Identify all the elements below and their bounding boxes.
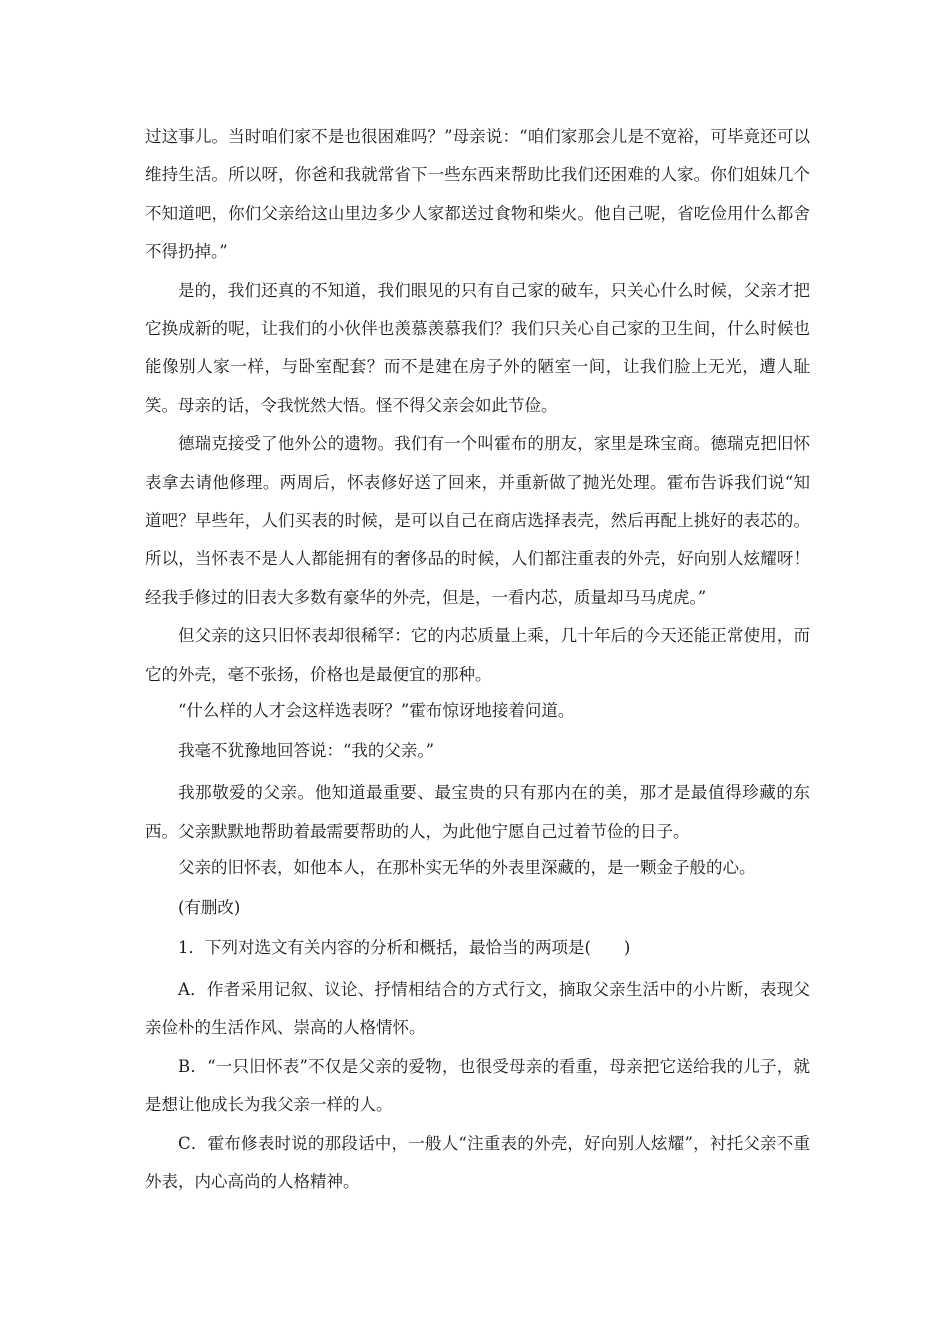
- paragraph-watch-repair: 德瑞克接受了他外公的遗物。我们有一个叫霍布的朋友，家里是珠宝商。德瑞克把旧怀表拿去请他修理。两周后，怀表修好送了回来，并重新做了抛光处理。霍布告诉我们说“知道吧？早些年，人们买表的时候，是可以自己在商店选择表壳，然后再配上挑好的表芯的。所以，当怀表不是人人都能拥有的奢侈品的时候，人们都注重表的外壳，好向别人炫耀呀！经我手修过的旧表大多数有豪华的外壳，但是，一看内芯，质量却马马虎虎。”: [145, 434, 810, 607]
- paragraph-father-tribute: 我那敬爱的父亲。他知道最重要、最宝贵的只有那内在的美，那才是最值得珍藏的东西。父亲默默地帮助着最需要帮助的人，为此他宁愿自己过着节俭的日子。: [145, 783, 810, 841]
- question-1-stem: 1．下列对选文有关内容的分析和概括，最恰当的两项是( ): [178, 937, 631, 957]
- paragraph-answer: 我毫不犹豫地回答说：“我的父亲。”: [178, 740, 435, 760]
- question-1-option-b: B．“一只旧怀表”不仅是父亲的爱物，也很受母亲的看重，母亲把它送给我的儿子，就是想让他成长为我父亲一样的人。: [145, 1056, 810, 1115]
- question-1-option-c: C．霍布修表时说的那段话中，一般人“注重表的外壳，好向别人炫耀”，衬托父亲不重外表，内心高尚的人格精神。: [145, 1133, 810, 1192]
- paragraph-continuation: 过这事儿。当时咱们家不是也很困难吗？”母亲说：“咱们家那会儿是不宽裕，可毕竟还可以维持生活。所以呀，你爸和我就常省下一些东西来帮助比我们还困难的人家。你们姐妹几个不知道吧，你们父亲给这山里边多少人家都送过食物和柴火。他自己呢，省吃俭用什么都舍不得扔掉。”: [145, 127, 810, 262]
- document-body: [145, 118, 810, 1201]
- paragraph-realization: 是的，我们还真的不知道，我们眼见的只有自己家的破车，只关心什么时候，父亲才把它换成新的呢，让我们的小伙伴也羡慕羡慕我们？我们只关心自己家的卫生间，什么时候也能像别人家一样，与卧室配套？而不是建在房子外的陋室一间，让我们脸上无光，遭人耻笑。母亲的话，令我恍然大悟。怪不得父亲会如此节俭。: [145, 280, 810, 415]
- paragraph-watch-quality: 但父亲的这只旧怀表却很稀罕：它的内芯质量上乘，几十年后的今天还能正常使用，而它的外壳，毫不张扬，价格也是最便宜的那种。: [145, 626, 810, 684]
- paragraph-conclusion: 父亲的旧怀表，如他本人，在那朴实无华的外表里深藏的，是一颗金子般的心。: [178, 857, 756, 877]
- paragraph-question: “什么样的人才会这样选表呀？”霍布惊讶地接着问道。: [178, 700, 575, 720]
- edit-note: (有删改): [178, 897, 241, 917]
- question-1-option-a: A．作者采用记叙、议论、抒情相结合的方式行文，摘取父亲生活中的小片断，表现父亲俭朴的生活作风、崇高的人格情怀。: [145, 979, 810, 1038]
